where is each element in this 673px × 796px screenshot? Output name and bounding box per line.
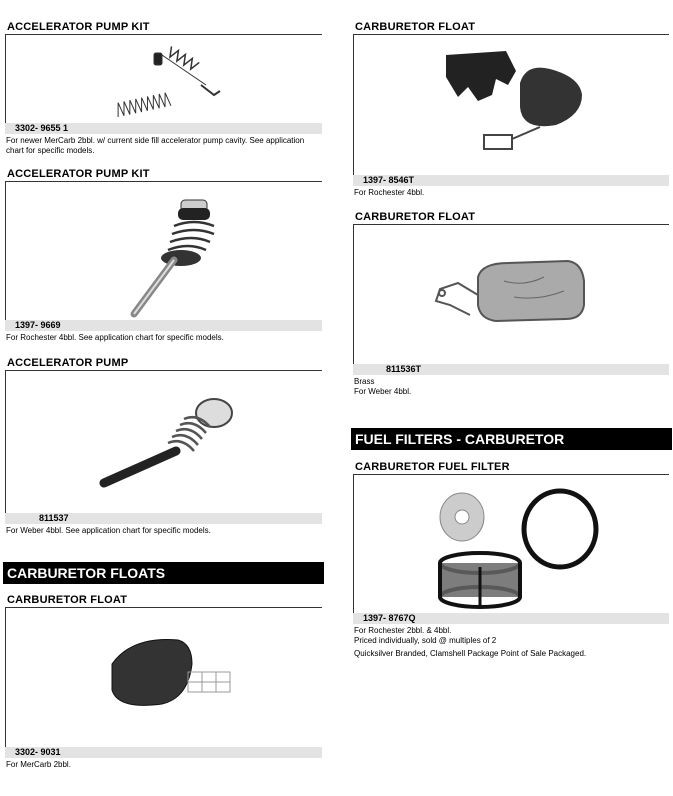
product-description: For Rochester 4bbl. See application chart for specific models. [6,333,224,342]
product-description: For Rochester 4bbl. [354,188,425,197]
product-title: CARBURETOR FLOAT [355,211,476,223]
product-description: For MerCarb 2bbl. [6,760,71,769]
product-carburetor-float-mercarb [5,593,322,770]
part-number: 811537 [5,513,322,524]
product-image-frame [5,607,322,747]
product-packaging-note: Quicksilver Branded, Clamshell Package Point of Sale Packaged. [354,649,587,658]
product-title: ACCELERATOR PUMP KIT [7,168,150,180]
part-number: 1397- 8767Q [353,613,669,624]
carburetor-float-image [6,608,323,747]
product-image-frame [353,224,669,364]
product-material: Brass [354,377,375,386]
part-number: 3302- 9031 [5,747,322,758]
product-title: ACCELERATOR PUMP KIT [7,21,150,33]
product-title: CARBURETOR FUEL FILTER [355,461,510,473]
accelerator-pump-image [6,371,323,513]
product-description: For Weber 4bbl. [354,386,412,396]
part-number: 3302- 9655 1 [5,123,322,134]
product-accelerator-pump-kit-1 [5,20,322,155]
product-image-frame [5,181,322,320]
section-header-carburetor-floats: CARBURETOR FLOATS [3,562,324,584]
product-description: For Rochester 2bbl. & 4bbl. [354,626,452,635]
part-number: 1397- 9669 [5,320,322,331]
product-carburetor-float-rochester [353,20,669,198]
product-description: For newer MerCarb 2bbl. w/ current side fill accelerator pump cavity. See application chart for specific models. [6,136,305,155]
product-image-frame [353,474,669,613]
product-image-frame [5,34,322,123]
product-image-frame [353,34,669,175]
product-accelerator-pump-kit-2 [5,167,322,343]
product-carburetor-float-brass [353,210,669,396]
product-carburetor-fuel-filter [353,460,669,659]
product-description: For Weber 4bbl. See application chart for specific models. [6,526,211,535]
fuel-filter-image [354,475,670,613]
product-accelerator-pump [5,356,322,536]
product-title: CARBURETOR FLOAT [7,594,128,606]
carburetor-float-image [354,225,670,364]
product-title: CARBURETOR FLOAT [355,21,476,33]
carburetor-float-image [354,35,670,175]
product-sale-note: Priced individually, sold @ multiples of 2 [354,635,497,645]
product-image-frame [5,370,322,513]
accelerator-pump-kit-image [6,182,323,320]
part-number: 811536T [353,364,669,375]
accelerator-pump-kit-image [6,35,323,123]
product-title: ACCELERATOR PUMP [7,357,129,369]
part-number: 1397- 8546T [353,175,669,186]
section-header-fuel-filters: FUEL FILTERS - CARBURETOR [351,428,672,450]
